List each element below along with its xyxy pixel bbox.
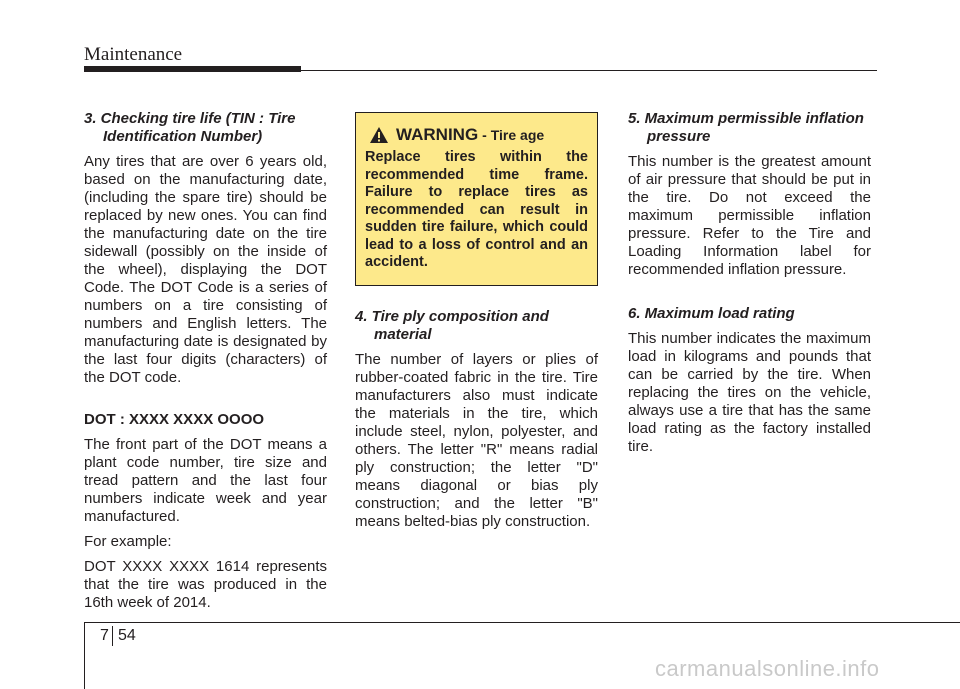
header-title: Maintenance <box>84 44 183 65</box>
warning-header <box>365 124 588 146</box>
section-heading-load-rating: 6. Maximum load rating <box>628 305 795 322</box>
page-number: 54 <box>118 627 136 644</box>
load-rating-paragraph: This number indicates the maximum load in kilograms and pounds that can be carried by the tire. When replacing the tires on the vehicle, always use a tire that has the same load rating as the factory installed tire. <box>628 330 871 455</box>
chapter-number: 7 <box>100 627 109 644</box>
warning-word: WARNING <box>396 125 479 144</box>
column-right <box>628 110 871 463</box>
watermark: carmanualsonline.info <box>655 656 880 681</box>
footer-rule <box>84 622 960 623</box>
dot-code-example: DOT : XXXX XXXX OOOO <box>84 411 265 428</box>
warning-box <box>355 112 598 286</box>
section-heading-tire-life: 3. Checking tire life (TIN : Tire Identification Number) <box>84 110 296 145</box>
dot-front-part-paragraph: The front part of the DOT means a plant code number, tire size and tread pattern and the last four numbers indicate week and year manufactured. <box>84 436 327 525</box>
warning-subtitle: - Tire age <box>482 127 545 143</box>
warning-triangle-icon <box>369 126 389 144</box>
section-heading-inflation-pressure: 5. Maximum permissible inflation pressure <box>628 110 864 145</box>
inflation-pressure-paragraph: This number is the greatest amount of air pressure that should be put in the tire. Do not exceed the maximum permissible inflation pressure. Refer to the Tire and Loading Information label for recommended inflation pressure. <box>628 153 871 278</box>
dot-example-paragraph: DOT XXXX XXXX 1614 represents that the tire was produced in the 16th week of 2014. <box>84 558 327 611</box>
column-left <box>84 110 327 619</box>
header-rule-thick <box>84 66 301 72</box>
tire-life-paragraph: Any tires that are over 6 years old, based on the manufacturing date, (including the spare tire) should be replaced by new ones. You can find the manufacturing date on the tire sidewall (possibly on the inside of the wheel), displaying the DOT Code. The DOT Code is a series of numbers on a tire consisting of numbers and English letters. The manufacturing date is designated by the last four digits (characters) of the DOT code. <box>84 153 327 386</box>
for-example-label: For example: <box>84 533 172 550</box>
header-rule-thin <box>301 70 877 71</box>
page-number-separator <box>112 626 113 646</box>
column-middle <box>355 112 598 538</box>
ply-composition-paragraph: The number of layers or plies of rubber-coated fabric in the tire. Tire manufacturers also must indicate the materials in the tire, which include steel, nylon, polyester, and others. The letter "R" means radial ply construction; the letter "D" means diagonal or bias ply construction; and the letter "B" means belted-bias ply construction. <box>355 350 598 530</box>
section-heading-ply-composition: 4. Tire ply composition and material <box>355 307 549 343</box>
footer-vertical-rule <box>84 622 85 689</box>
warning-body: Replace tires within the recommended time frame. Failure to replace tires as recommended can result in sudden tire failure, which could lead to a loss of control and an accident. <box>365 149 588 270</box>
